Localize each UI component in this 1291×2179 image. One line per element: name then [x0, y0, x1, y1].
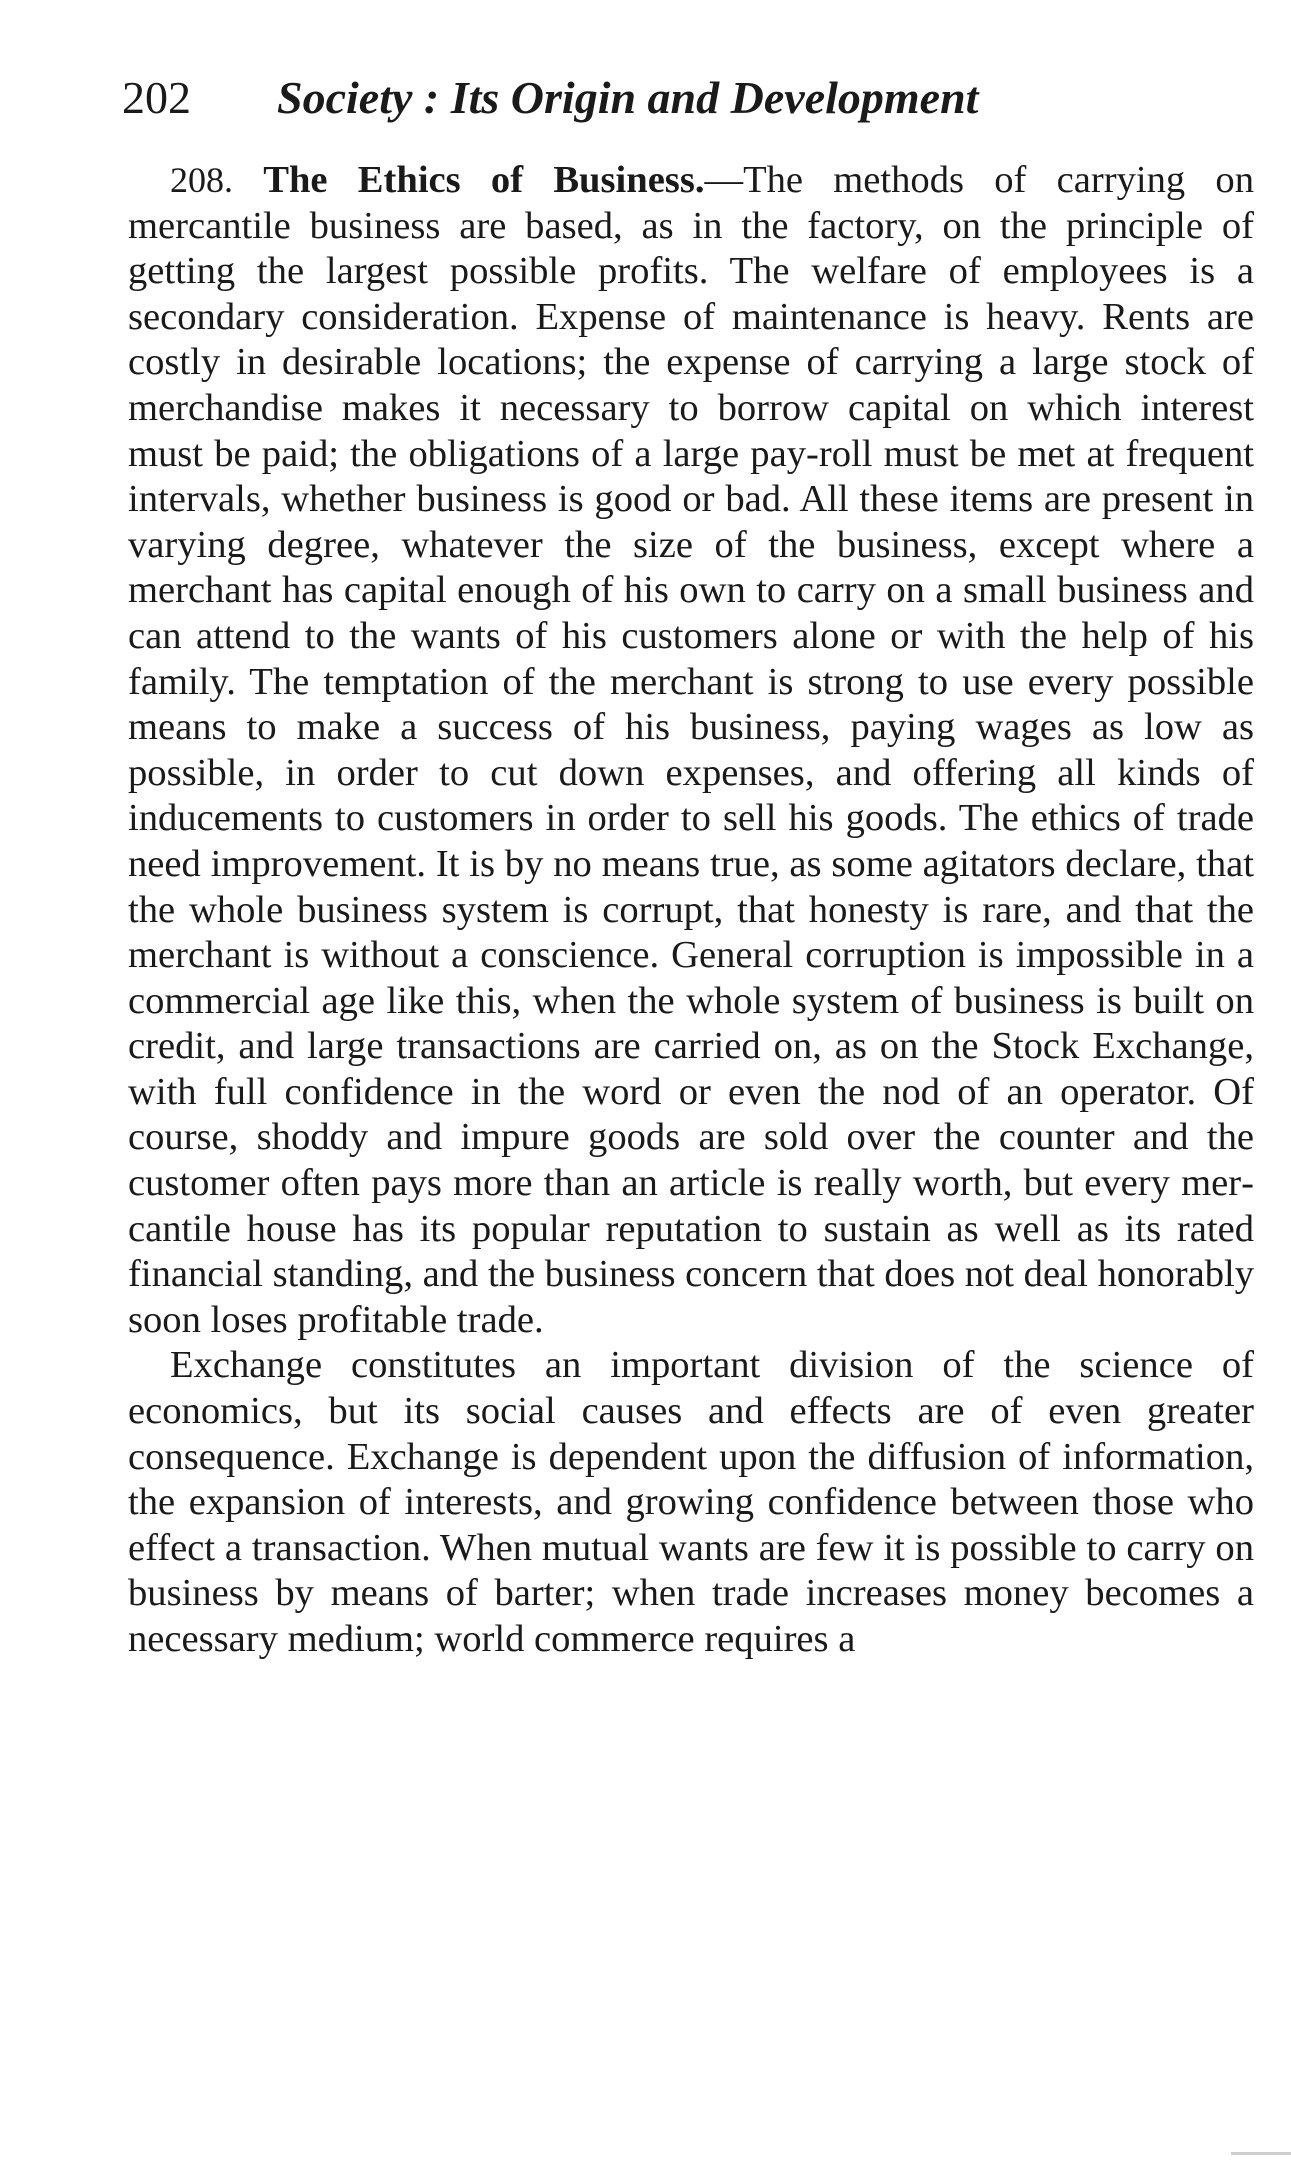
- heading-dash: —: [704, 159, 744, 201]
- paragraph-2-text: Exchange constitutes an important division of the science of economics, but its social causes and effects are of even greater consequence. Exchange is dependent upon the diffusion of information, the expansion of interests, and growing confidence between those who effect a transaction. When mutual wants are few it is possible to carry on business by means of barter; when trade increases money becomes a necessary medium; world commerce requires a: [128, 1344, 1254, 1660]
- section-number: 208.: [170, 160, 233, 200]
- paragraph-1-text: The methods of carrying on mercantile business are based, as in the factory, on the principle of getting the largest possible profits. The welfare of employees is a secondary consideration. Expense of maintenance is heavy. Rents are costly in desirable locations; the expense of carrying a large stock of merchandise makes it necessary to borrow capital on which interest must be paid; the obligations of a large pay-roll must be met at frequent intervals, whether business is good or bad. All these items are present in varying degree, whatever the size of the business, except where a merchant has capital enough of his own to carry on a small business and can attend to the wants of his customers alone or with the help of his family. The temptation of the merchant is strong to use every possible means to make a success of his business, paying wages as low as possible, in order to cut down expenses, and offering all kinds of inducements to customers in order to sell his goods. The ethics of trade need improvement. It is by no means true, as some agitators declare, that the whole business system is corrupt, that honesty is rare, and that the merchant is without a conscience. General corruption is impossible in a commercial age like this, when the whole system of business is built on credit, and large transactions are carried on, as on the Stock Exchange, with full confidence in the word or even the nod of an operator. Of course, shoddy and impure goods are sold over the counter and the customer often pays more than an article is really worth, but every mercantile house has its popular reputation to sustain as well as its rated financial standing, and the business concern that does not deal honorably soon loses profitable trade.: [128, 159, 1254, 1341]
- section-heading: The Ethics of Business.: [263, 159, 705, 201]
- paragraph-2: [128, 1343, 1254, 1662]
- paragraph-1: [128, 158, 1254, 1343]
- body-text: [128, 158, 1254, 1663]
- book-title: Society : Its Origin and Development: [277, 72, 979, 123]
- scan-edge-mark: [1231, 2152, 1291, 2155]
- page-number: 202: [122, 72, 191, 123]
- running-head: [122, 68, 1182, 128]
